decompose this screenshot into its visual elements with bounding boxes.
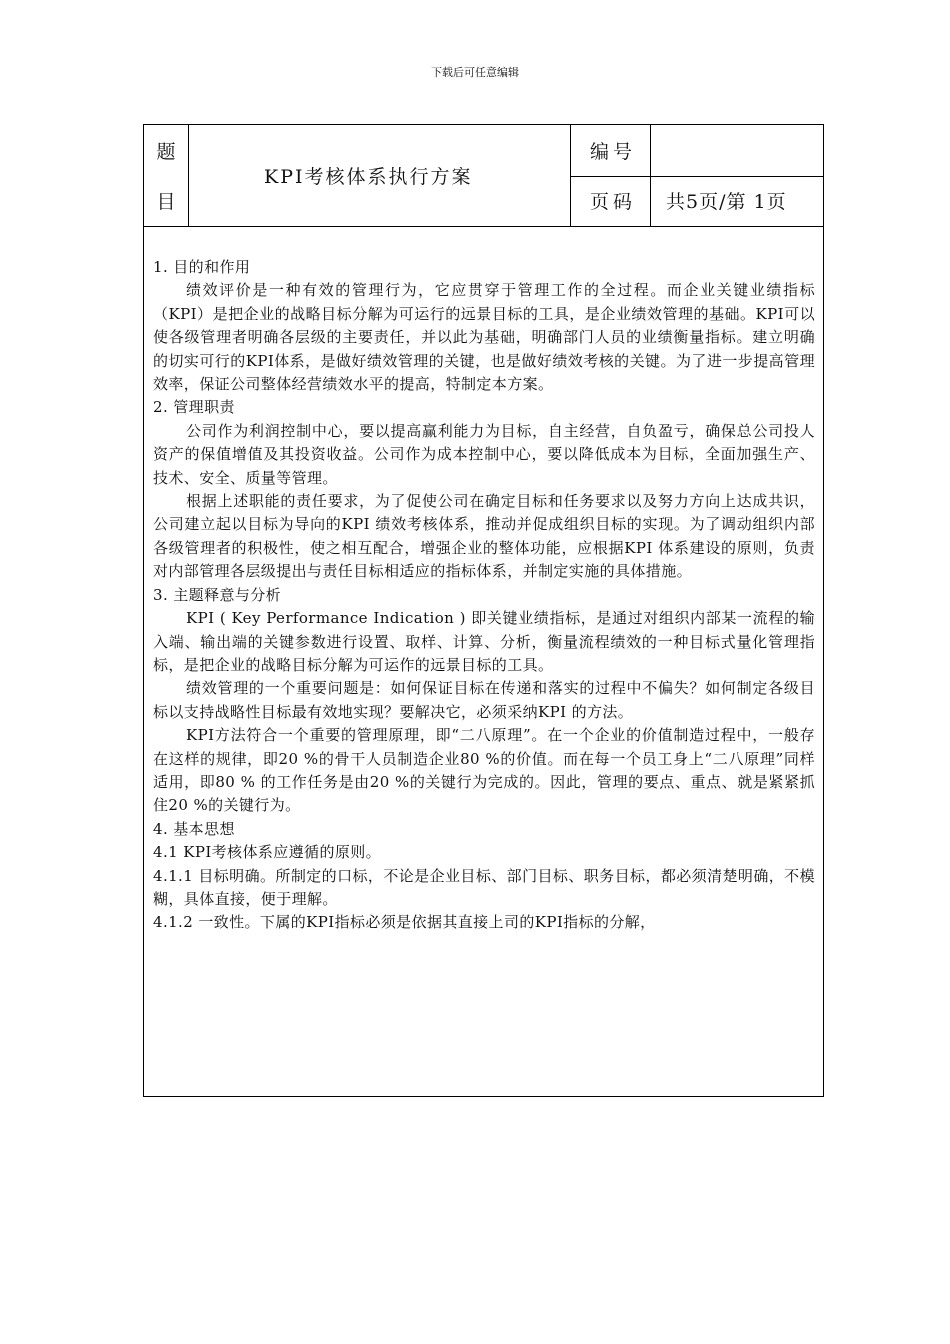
number-label: 编号 — [590, 141, 637, 163]
document-body — [153, 256, 815, 935]
section-heading-1: 1. 目的和作用 — [153, 258, 251, 276]
title-label-char-1: 题 — [156, 141, 176, 163]
header-mid-line — [570, 176, 823, 177]
subsection-4-1-1: 4.1.1 目标明确。所制定的口标，不论是企业目标、部门目标、职务目标，都必须清楚明确，不模糊，具体直接，便于理解。 — [153, 866, 815, 908]
subsection-4-1: 4.1 KPI考核体系应遵循的原则。 — [153, 843, 382, 862]
paragraph-duties-2: 根据上述职能的责任要求，为了促使公司在确定目标和任务要求以及努力方向上达成共识，公司建立起以目标为导向的KPI 绩效考核体系，推动并促成组织目标的实现。为了调动组织内部各级管理者的积极性，使之相互配合，增强企业的整体功能，应根据KPI 体系建设的原则，负责对内部管理各层级提出与责任目标相适应的指标体系，并制定实施的具体措施。 — [153, 492, 815, 581]
header-bottom-line — [144, 226, 823, 227]
title-label-divider — [188, 125, 189, 226]
section-heading-3: 3. 主题释意与分析 — [153, 585, 282, 604]
paragraph-duties-1: 公司作为利润控制中心，要以提高赢利能力为目标，自主经营，自负盈亏，确保总公司投人资产的保值增值及其投资收益。公司作为成本控制中心，要以降低成本为目标，全面加强生产、技术、安全、质量等管理。 — [153, 421, 815, 487]
section-heading-4: 4. 基本思想 — [153, 819, 235, 838]
section-heading-2: 2. 管理职责 — [153, 398, 235, 417]
page-label: 页码 — [590, 191, 637, 213]
paragraph-kpi-question: 绩效管理的一个重要问题是：如何保证目标在传递和落实的过程中不偏失？如何制定各级目标以支持战略性目标最有效地实现？要解决它，必须采纳KPI 的方法。 — [153, 679, 815, 721]
title-label-char-2: 目 — [156, 191, 176, 213]
title-divider — [570, 125, 571, 226]
subsection-4-1-2: 4.1.2 一致性。下属的KPI指标必须是依据其直接上司的KPI指标的分解， — [153, 913, 656, 932]
paragraph-kpi-definition: KPI ( Key Performance Indication ) 即关键业绩指标，是通过对组织内部某一流程的输入端、输出端的关键参数进行设置、取样、计算、分析，衡量流程绩效的一种目标式量化管理指标，是把企业的战略目标分解为可运作的远景目标的工具。 — [153, 609, 815, 674]
paragraph-purpose: 绩效评价是一种有效的管理行为，它应贯穿于管理工作的全过程。而企业关键业绩指标（KPI）是把企业的战略目标分解为可运行的远景目标的工具，是企业绩效管理的基础。KPI可以使各级管理者明确各层级的主要责任，并以此为基础，明确部门人员的业绩衡量指标。建立明确的切实可行的KPI体系，是做好绩效管理的关键，也是做好绩效考核的关键。为了进一步提高管理效率，保证公司整体经营绩效水平的提高，特制定本方案。 — [153, 281, 815, 394]
page-value: 共5页/第 1页 — [666, 191, 787, 213]
page-header-note: 下载后可任意编辑 — [431, 66, 519, 79]
value-divider — [650, 125, 651, 226]
paragraph-pareto: KPI方法符合一个重要的管理原理，即“二八原理”。在一个企业的价值制造过程中，一般存在这样的规律，即20 %的骨干人员制造企业80 %的价值。而在每一个员工身上“二八原理”同样适用，即80 % 的工作任务是由20 %的关键行为完成的。因此，管理的要点、重点、就是紧紧抓住20 %的关键行为。 — [153, 726, 815, 815]
document-title: KPI考核体系执行方案 — [264, 166, 473, 188]
